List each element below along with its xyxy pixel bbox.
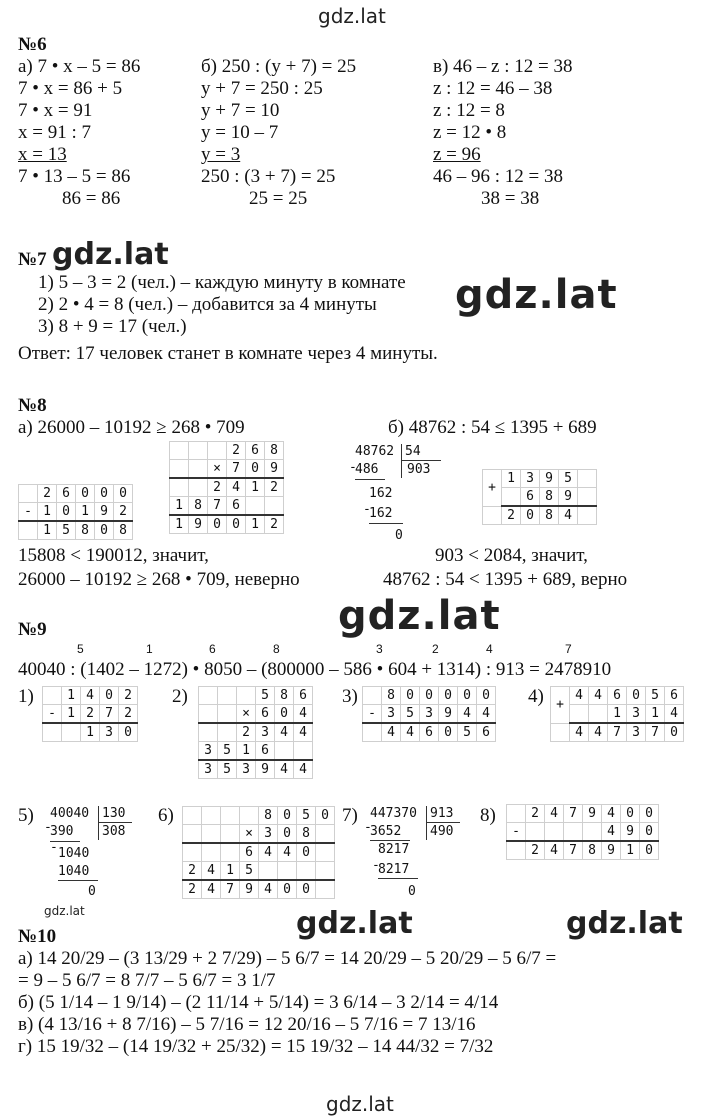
subtrahend: 162 [369,506,393,521]
n6-b-line: y = 10 – 7 [201,122,279,143]
watermark-n10-small: gdz.lat [44,904,85,918]
digit: 4 [294,705,313,724]
sign [19,485,38,503]
order-number: 2 [432,642,439,656]
digit: 0 [627,687,646,705]
digit: 6 [420,723,439,742]
n8-a-multiplication-grid [169,441,284,534]
digit: 2 [183,880,202,899]
digit: 8 [382,687,401,705]
n6-a-column [18,56,140,210]
digit: 6 [227,497,246,516]
n6-title: №6 [18,34,47,55]
digit: 9 [95,503,114,522]
digit: 4 [589,723,608,742]
digit: 3 [420,705,439,724]
order-number: 5 [77,642,84,656]
quotient: 490 [430,824,454,839]
n8-a-conclusion-2: 26000 – 10192 ≥ 268 • 709, неверно [18,569,300,590]
dividend: 447370 [370,806,417,821]
digit: 3 [382,705,401,724]
digit: 9 [189,515,208,534]
order-number: 7 [565,642,572,656]
digit: 1 [646,705,665,724]
digit: 6 [665,687,684,705]
n7-line: 1) 5 – 3 = 2 (чел.) – каждую минуту в комнате [38,272,406,293]
digit: 0 [208,515,227,534]
digit: 3 [627,705,646,724]
digit: 2 [265,515,284,534]
digit: 7 [100,705,119,724]
digit: 6 [240,843,259,862]
digit: 0 [114,485,133,503]
watermark-n7-overlay: gdz.lat [52,237,169,272]
watermark-bottom: gdz.lat [326,1092,394,1116]
n8-a-conclusion-1: 15808 < 190012, значит, [18,545,209,566]
subtrahend: 8217 [378,862,410,877]
digit: 1 [170,497,189,516]
n10-line: = 9 – 5 6/7 = 8 7/7 – 5 6/7 = 3 1/7 [18,970,276,991]
digit: 0 [227,515,246,534]
n6-b-column [201,56,356,210]
digit: 4 [559,506,578,525]
n9-2-multiplication-grid [198,686,313,779]
digit: 4 [382,723,401,742]
digit: 4 [259,843,278,862]
n9-4-addition-grid [550,686,684,742]
digit: 5 [256,687,275,705]
n6-a-line: 86 = 86 [62,188,121,209]
digit: 4 [294,723,313,742]
digit: 4 [227,478,246,497]
digit: 7 [208,497,227,516]
digit: 3 [100,723,119,742]
digit: 0 [297,843,316,862]
digit: 1 [62,687,81,705]
subtrahend: 1040 [58,864,90,879]
digit: 5 [218,742,237,761]
digit: 1 [237,742,256,761]
subtrahend: 390 [50,824,74,839]
n6-b-line: y + 7 = 250 : 25 [201,78,323,99]
digit: 8 [583,841,602,860]
digit: 5 [646,687,665,705]
digit: 1 [621,841,640,860]
dividend: 48762 [355,444,395,459]
digit: 5 [297,807,316,825]
digit: 5 [240,862,259,881]
n6-b-line: y + 7 = 10 [201,100,280,121]
digit: 2 [526,841,545,860]
digit: 0 [640,823,659,842]
digit: 0 [640,841,659,860]
digit: 1 [608,705,627,724]
digit: 1 [246,515,265,534]
n10-line: а) 14 20/29 – (3 13/29 + 2 7/29) – 5 6/7 = 14 20/29 – 5 20/29 – 5 6/7 = [18,948,557,969]
digit: 7 [564,841,583,860]
quotient: 903 [407,462,431,477]
digit: 2 [227,442,246,460]
n9-label: 4) [528,686,544,707]
digit: 4 [275,723,294,742]
digit: 3 [199,742,218,761]
digit: 6 [521,488,540,507]
digit: 0 [57,503,76,522]
n6-v-line: z : 12 = 8 [433,100,505,121]
digit: 4 [278,843,297,862]
digit: 6 [608,687,627,705]
digit: 7 [564,805,583,823]
digit: 2 [526,805,545,823]
n6-a-line: а) 7 • x – 5 = 86 [18,56,141,77]
n10-line: г) 15 19/32 – (14 19/32 + 25/32) = 15 19/32 – 14 44/32 = 7/32 [18,1036,494,1057]
n10-lines [18,948,556,1058]
n8-b-conclusion-2: 48762 : 54 < 1395 + 689, верно [383,569,628,590]
digit: 2 [265,478,284,497]
order-number: 1 [146,642,153,656]
digit: 0 [297,880,316,899]
digit: 4 [275,760,294,779]
remainder: 0 [88,884,96,899]
digit: 9 [240,880,259,899]
digit: 0 [119,723,138,742]
remainder: 0 [395,528,403,543]
digit: 9 [621,823,640,842]
digit: 4 [202,880,221,899]
digit: 5 [458,723,477,742]
divisor: 913 [430,806,454,821]
n6-a-answer: x = 13 [18,144,67,165]
n8-b-conclusion-1: 903 < 2084, значит, [435,545,588,566]
n8-a-subtraction-grid [18,484,133,540]
digit: 5 [57,521,76,540]
digit: 5 [401,705,420,724]
digit: 3 [521,470,540,488]
digit: 0 [275,705,294,724]
digit: 0 [439,723,458,742]
remainder: 1040 [58,846,90,861]
digit: 4 [401,723,420,742]
digit: 0 [76,485,95,503]
digit: 8 [540,488,559,507]
digit: 0 [458,687,477,705]
n9-label: 1) [18,686,34,707]
multiply-sign: × [208,460,227,479]
digit: 7 [221,880,240,899]
digit: 0 [278,825,297,844]
n6-v-line: в) 46 – z : 12 = 38 [433,56,573,77]
n6-a-line: x = 91 : 7 [18,122,91,143]
minus-sign: - [19,503,38,522]
digit: 4 [665,705,684,724]
digit: 1 [246,478,265,497]
dividend: 40040 [50,806,90,821]
digit: 0 [95,485,114,503]
digit: 0 [401,687,420,705]
n7-line: 3) 8 + 9 = 17 (чел.) [38,316,187,337]
digit: 5 [559,470,578,488]
digit: 4 [202,862,221,881]
digit: 2 [119,687,138,705]
digit: 8 [540,506,559,525]
remainder: 0 [408,884,416,899]
subtrahend: 486 [355,462,379,477]
n7-title: №7 [18,249,47,270]
n7-answer: Ответ: 17 человек станет в комнате через 4 минуты. [18,343,438,364]
quotient: 308 [102,824,126,839]
digit: 1 [81,723,100,742]
digit: 0 [278,880,297,899]
digit: 0 [100,687,119,705]
digit: 2 [502,506,521,525]
digit: 6 [294,687,313,705]
digit: 4 [545,841,564,860]
digit: 8 [259,807,278,825]
n8-b-addition-grid [482,469,597,525]
digit: 5 [218,760,237,779]
digit: 1 [170,515,189,534]
digit: 0 [278,807,297,825]
digit: 0 [665,723,684,742]
n6-v-line: 46 – 96 : 12 = 38 [433,166,563,187]
n7-line: 2) 2 • 4 = 8 (чел.) – добавится за 4 минуты [38,294,377,315]
digit: 9 [602,841,621,860]
digit: 6 [256,742,275,761]
digit: 7 [227,460,246,479]
digit: 0 [477,687,496,705]
digit: 3 [237,760,256,779]
digit: 4 [602,805,621,823]
digit: 4 [589,687,608,705]
digit: 0 [640,805,659,823]
n9-1-subtraction-grid [42,686,138,742]
digit: 1 [38,503,57,522]
digit: 8 [297,825,316,844]
digit: 2 [114,503,133,522]
minus-sign: - [507,823,526,842]
digit: 4 [570,687,589,705]
n6-a-line: 7 • x = 91 [18,100,93,121]
subtrahend: 3652 [370,824,402,839]
remainder: 162 [369,486,393,501]
digit: 6 [246,442,265,460]
digit: 8 [114,521,133,540]
watermark-n10-mid: gdz.lat [296,906,413,941]
digit: 4 [545,805,564,823]
digit: 9 [559,488,578,507]
n6-v-line: z = 12 • 8 [433,122,507,143]
n6-a-line: 7 • 13 – 5 = 86 [18,166,131,187]
digit: 7 [608,723,627,742]
n9-6-multiplication-grid [182,806,335,899]
digit: 4 [602,823,621,842]
digit: 2 [38,485,57,503]
n9-8-subtraction-grid [506,804,659,860]
digit: 8 [189,497,208,516]
digit: 3 [259,825,278,844]
n6-b-line: б) 250 : (y + 7) = 25 [201,56,357,77]
watermark-top: gdz.lat [318,4,386,28]
digit: 4 [81,687,100,705]
n9-label: 3) [342,686,358,707]
digit: 0 [621,805,640,823]
n9-3-subtraction-grid [362,686,496,742]
n9-label: 8) [480,805,496,826]
n6-v-line: 38 = 38 [481,188,540,209]
n9-label: 5) [18,805,34,826]
n6-a-line: 7 • x = 86 + 5 [18,78,123,99]
digit: 4 [294,760,313,779]
n6-b-answer: y = 3 [201,144,241,165]
divisor: 130 [102,806,126,821]
digit: 8 [265,442,284,460]
digit: 4 [570,723,589,742]
n10-line: в) (4 13/16 + 8 7/16) – 5 7/16 = 12 20/16 – 5 7/16 = 7 13/16 [18,1014,476,1035]
order-number: 3 [376,642,383,656]
digit: 0 [95,521,114,540]
digit: 0 [521,506,540,525]
divisor: 54 [405,444,421,459]
digit: 0 [246,460,265,479]
multiply-sign: × [237,705,256,724]
n6-v-line: z : 12 = 46 – 38 [433,78,553,99]
digit: 6 [477,723,496,742]
n9-expression: 40040 : (1402 – 1272) • 8050 – (800000 – 586 • 604 + 1314) : 913 = 2478910 [18,659,612,680]
n10-title: №10 [18,926,57,947]
plus-sign: + [551,687,570,724]
digit: 1 [38,521,57,540]
watermark-n7-right: gdz.lat [455,272,618,318]
digit: 6 [256,705,275,724]
n6-v-column [433,56,572,210]
n9-label: 7) [342,805,358,826]
n8-title: №8 [18,395,47,416]
n10-line: б) (5 1/14 – 1 9/14) – (2 11/14 + 5/14) = 3 6/14 – 3 2/14 = 4/14 [18,992,499,1013]
minus-sign: - [43,705,62,724]
watermark-n8-mid: gdz.lat [338,593,501,639]
watermark-n10-right: gdz.lat [566,906,683,941]
digit: 9 [540,470,559,488]
digit: 2 [119,705,138,724]
digit: 0 [439,687,458,705]
digit: 8 [76,521,95,540]
digit: 3 [627,723,646,742]
digit: 1 [76,503,95,522]
digit: 2 [183,862,202,881]
n9-label: 6) [158,805,174,826]
digit: 9 [265,460,284,479]
minus-sign: - [363,705,382,724]
n6-b-line: 25 = 25 [249,188,308,209]
digit: 7 [646,723,665,742]
digit: 9 [256,760,275,779]
n8-a-expression: а) 26000 – 10192 ≥ 268 • 709 [18,417,245,438]
n8-b-expression: б) 48762 : 54 ≤ 1395 + 689 [388,417,597,438]
digit: 2 [208,478,227,497]
remainder: 8217 [378,842,410,857]
digit: 3 [199,760,218,779]
digit: 2 [81,705,100,724]
digit: 9 [439,705,458,724]
order-number: 6 [209,642,216,656]
digit: 1 [62,705,81,724]
n6-b-line: 250 : (3 + 7) = 25 [201,166,336,187]
order-number: 4 [486,642,493,656]
n7-lines [38,272,406,338]
digit: 6 [57,485,76,503]
digit: 4 [259,880,278,899]
plus-sign: + [483,470,502,507]
digit: 4 [458,705,477,724]
digit: 0 [420,687,439,705]
digit: 9 [583,805,602,823]
digit: 1 [502,470,521,488]
n9-title: №9 [18,619,47,640]
digit: 4 [477,705,496,724]
multiply-sign: × [240,825,259,844]
order-number: 8 [273,642,280,656]
digit: 0 [316,807,335,825]
digit: 2 [237,723,256,742]
digit: 8 [275,687,294,705]
digit: 1 [221,862,240,881]
digit: 3 [256,723,275,742]
n9-label: 2) [172,686,188,707]
n6-v-answer: z = 96 [433,144,481,165]
